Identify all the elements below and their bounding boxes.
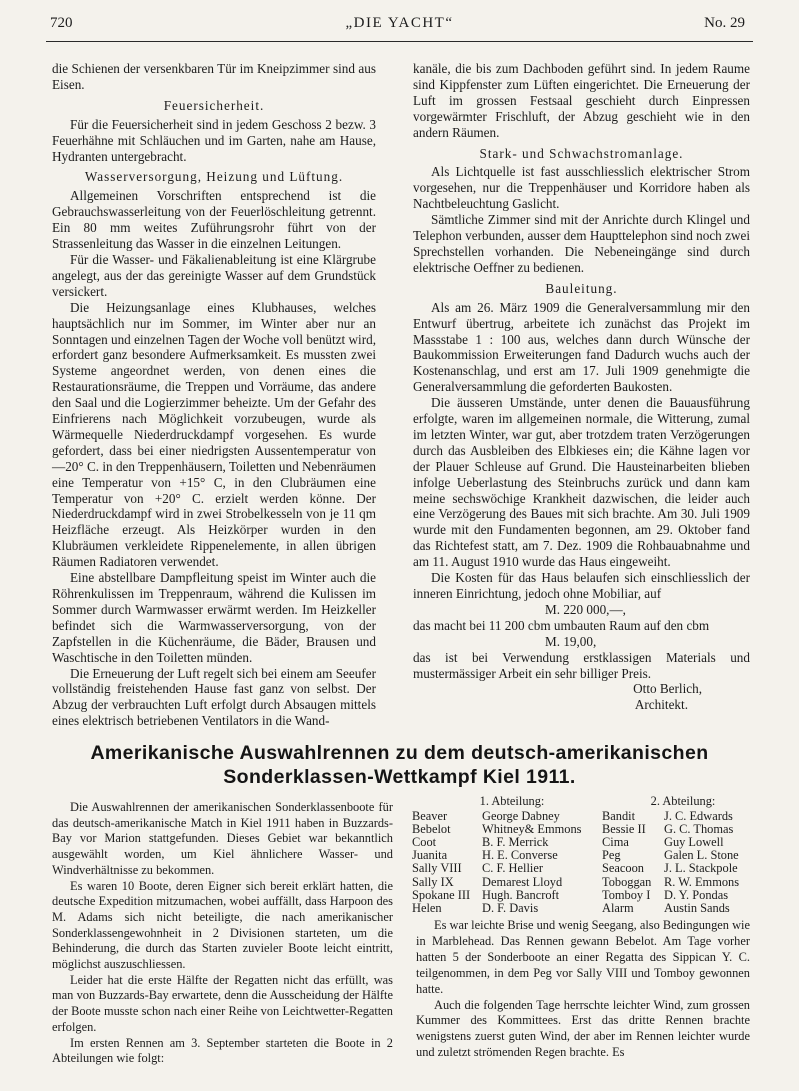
owner-name: Hugh. Bancroft bbox=[482, 887, 560, 902]
article-right-column bbox=[416, 918, 750, 1090]
table-row bbox=[412, 876, 754, 889]
section-heading-starkstrom: Stark- und Schwachstromanlage. bbox=[479, 145, 684, 161]
paragraph: Leider hat die erste Hälfte der Regatten nicht das erfüllt, was man von Buzzards-Bay erwartete, denn die Ausscheidung der Hälfte der Boote musste schon nach einer Reihe von Leichtwetter-Regatten erfolgen. bbox=[52, 972, 393, 1034]
boat-name: Toboggan bbox=[602, 874, 652, 889]
owner-name: Demarest Lloyd bbox=[482, 874, 563, 889]
owner-name: B. F. Merrick bbox=[482, 835, 549, 850]
paragraph: Im ersten Rennen am 3. September starteten die Boote in 2 Abteilungen wie folgt: bbox=[52, 1035, 393, 1066]
section-heading-wasserversorgung: Wasserversorgung, Heizung und Lüftung. bbox=[84, 169, 344, 185]
journal-title: „DIE YACHT“ bbox=[345, 15, 454, 31]
owner-name: Austin Sands bbox=[664, 900, 730, 915]
boat-name: Spokane III bbox=[412, 887, 471, 902]
paragraph: Auch die folgenden Tage herrschte leichter Wind, zum grossen Kummer des Kommittees. Erst das dritte Rennen brachte wenigstens zuerst guten Wind, der aber im Rennen leichter wurde und zuletzt strömenden Regen brachte. Es bbox=[416, 997, 750, 1060]
paragraph: das macht bei 11 200 cbm umbauten Raum auf den cbm bbox=[413, 617, 710, 633]
paragraph: kanäle, die bis zum Dachboden geführt sind. In jedem Raume sind Kippfenster zum Lüften eingerichtet. Die Erneuerung der Luft im grossen Festsaal geschieht durch Einpressen vorgewärmter Frischluft, der Abzug geschieht wie in den andern Räumen. bbox=[413, 61, 750, 140]
boat-name: Beaver bbox=[412, 809, 448, 824]
boat-name: Juanita bbox=[412, 848, 448, 863]
paragraph: Sämtliche Zimmer sind mit der Anrichte durch Klingel und Telephon verbunden, ausser dem Haupttelephon sind noch zwei Sprechstellen vorhanden. Die Nebeneingänge sind durch elektrische Oeffner zu bedienen. bbox=[413, 212, 750, 275]
owner-name: D. F. Davis bbox=[482, 900, 539, 915]
article-left-column bbox=[52, 800, 393, 1090]
boat-name: Sally IX bbox=[412, 874, 454, 889]
paragraph: Als Lichtquelle ist fast ausschliesslich elektrischer Strom vorgesehen, nur die Treppenhäuser und Korridore haben als Nachtbeleuchtung Gaslicht. bbox=[413, 164, 750, 212]
owner-name: R. W. Emmons bbox=[664, 874, 740, 889]
section-heading-bauleitung: Bauleitung. bbox=[545, 280, 618, 296]
paragraph: Eine abstellbare Dampfleitung speist im Winter auch die Röhrenkulissen im Treppenraum, während die Kulissen im Sommer durch Warmwasser erwärmt werden. Im Heizkeller befindet sich die Warmwasserversorgung, von der Zapfstellen in die Küchenräume, die Bäder, Brausen und Waschtische in den Toiletten münden. bbox=[52, 570, 376, 665]
boat-name: Seacoon bbox=[602, 861, 644, 876]
page-header bbox=[46, 15, 753, 37]
boat-name: Tomboy I bbox=[602, 887, 651, 902]
division-2-heading: 2. Abteilung: bbox=[650, 794, 716, 808]
cost-per-cbm: M. 19,00, bbox=[545, 633, 597, 649]
signature-role: Architekt. bbox=[634, 697, 688, 713]
boat-name: Cima bbox=[602, 835, 629, 850]
boat-name: Bebelot bbox=[412, 822, 451, 837]
page-number: 720 bbox=[50, 15, 73, 31]
article-title bbox=[40, 741, 759, 789]
paragraph: das ist bei Verwendung erstklassigen Materials und mustermässiger Arbeit ein sehr billiger Preis. bbox=[413, 649, 750, 681]
paragraph: die Schienen der versenkbaren Tür im Kneipzimmer sind aus Eisen. bbox=[52, 61, 376, 92]
boat-name: Alarm bbox=[602, 900, 634, 915]
division-1-heading: 1. Abteilung: bbox=[479, 794, 545, 808]
paragraph: Es waren 10 Boote, deren Eigner sich bereit erklärt hatten, die deutsche Expedition mitzumachen, wobei auffällt, dass Harpoon des M. Adams sich nicht beteiligte, die nach amerikanischer Sonderklassengewohnheit in 2 Divisionen starteten, um die Behinderung, die durch das Starten zuvieler Boote leicht eintritt, möglichst auszuschliessen. bbox=[52, 878, 393, 972]
boat-name: Coot bbox=[412, 835, 437, 850]
paragraph: Für die Wasser- und Fäkalienableitung ist eine Klärgrube angelegt, aus der das gereinigte Wasser auf dem Grundstück versickert. bbox=[52, 251, 376, 299]
header-rule bbox=[46, 41, 753, 42]
owner-name: Whitney& Emmons bbox=[482, 822, 582, 837]
paragraph: Es war leichte Brise und wenig Seegang, also Bedingungen wie in Marblehead. Das Rennen gewann Bebelot. Am Tage vorher hatten 5 der Sonderboote an einer Regatta des Sippican Y. C. teilgenommen, in dem Peg vor Sally VIII und Tomboy gewonnen hatte. bbox=[416, 918, 750, 996]
paragraph: Als am 26. März 1909 die Generalversammlung mir den Entwurf übertrug, arbeitete ich zunächst das Projekt im Massstabe 1 : 100 aus, welches dann durch Wünsche der Baukommission Erweiterungen fand Dadurch wuchs auch der Kostenanschlag, und erst am 17. Juli 1909 genehmigte die Generalversammlung die geforderten Baukosten. bbox=[413, 299, 750, 395]
paragraph: Die Kosten für das Haus belaufen sich einschliesslich der inneren Einrichtung, jedoch ohne Mobiliar, auf bbox=[413, 570, 750, 601]
table-row bbox=[412, 862, 754, 875]
boat-name: Bandit bbox=[602, 809, 636, 824]
owner-name: Guy Lowell bbox=[664, 835, 724, 850]
owner-name: George Dabney bbox=[482, 809, 560, 824]
owner-name: J. L. Stackpole bbox=[664, 861, 738, 876]
left-column bbox=[52, 61, 376, 729]
paragraph: Die Auswahlrennen der amerikanischen Sonderklassenboote für das deutsch-amerikanische Match in Kiel 1911 haben in Buzzards-Bay vor Marion stattgefunden. Dieses Gebiet war bekanntlich ausgewählt worden, um Kiel ähnlichere Wasser- und Windverhältnisse zu bekommen. bbox=[52, 800, 393, 877]
owner-name: D. Y. Pondas bbox=[664, 887, 729, 902]
race-division-table bbox=[412, 795, 754, 915]
owner-name: G. C. Thomas bbox=[664, 822, 734, 837]
signature-name: Otto Berlich, bbox=[633, 681, 702, 697]
paragraph: Die äusseren Umstände, unter denen die Bauausführung erfolgte, waren im allgemeinen normale, die Witterung, zumal im letzten Winter, war gut, aber trotzdem traten Verzögerungen durch das Ausbleiben des Elbkieses ein; die Kähne lagen vor der Plauer Schleuse auf Grund. Die Hausteinarbeiten blieben infolge Ueberlastung des Steinbruchs zurück und dann kam meine sechswöchige Krankheit dazwischen, die leider auch eine Verzögerung des Baues mit sich brachte. Am 30. Juli 1909 wurde mit den Fundamenten begonnen, am 29. Oktober fand das Richtefest statt, am 7. Dez. 1909 die Rohbauabnahme und am 11. August 1910 wurde das Haus eingeweiht. bbox=[413, 395, 750, 570]
boat-name: Bessie II bbox=[602, 822, 646, 837]
owner-name: H. E. Converse bbox=[482, 848, 558, 863]
article-title-line: Amerikanische Auswahlrennen zu dem deutsch-amerikanischen bbox=[90, 742, 709, 764]
table-row bbox=[412, 889, 754, 902]
owner-name: J. C. Edwards bbox=[664, 809, 733, 824]
article-title-line: Sonderklassen-Wettkampf Kiel 1911. bbox=[223, 766, 576, 788]
owner-name: Galen L. Stone bbox=[664, 848, 739, 863]
paragraph: Die Heizungsanlage eines Klubhauses, welches hauptsächlich nur im Sommer, im Winter aber nur an Sonntagen und einzelnen Tagen der Woche voll benützt wird, erfordert ganz besondere Aufmerksamkeit. Es mussten zwei Systeme angeordnet werden, von denen eines die Restaurationsräume, die Treppen und Vorräume, das andere den Saal und die Logierzimmer beheizte. Um der Gefahr des Einfrierens nach Möglichkeit vorzubeugen, wurde als Wärmequelle Niederdruckdampf vorgesehen. Es wurde gefordert, dass bei einer niedrigsten Aussentemperatur von —20° C. in den Treppenhäusern, Toiletten und Nebenräumen eine Temperatur von +15° C, in den Clubräumen eine Temperatur von +20° C. erzielt werden könne. Der Niederdruckdampf wird in zwei Strobelkesseln von je 11 qm Heizfläche erzeugt. Als Heizkörper wurden in den Klubräumen verkleidete Rippenelemente, in allen übrigen Räumen Radiatoren verwendet. bbox=[52, 299, 376, 570]
boat-name: Sally VIII bbox=[412, 861, 462, 876]
cost-amount: M. 220 000,—, bbox=[545, 601, 626, 617]
boat-name: Peg bbox=[602, 848, 621, 863]
boat-name: Helen bbox=[412, 900, 442, 915]
paragraph: Die Erneuerung der Luft regelt sich bei einem am Seeufer vollständig freistehenden Hause fast ganz von selbst. Der Abzug der verbrauchten Luft erfolgt durch Absaugen mittels eines elektrisch betriebenen Ventilators in die Wand- bbox=[52, 665, 376, 729]
table-row bbox=[412, 902, 754, 915]
section-heading-feuersicherheit: Feuersicherheit. bbox=[163, 97, 265, 113]
right-column bbox=[413, 61, 750, 711]
paragraph: Für die Feuersicherheit sind in jedem Geschoss 2 bezw. 3 Feuerhähne mit Schläuchen und im Garten, nahe am Hause, Hydranten untergebracht. bbox=[52, 116, 376, 164]
issue-number: No. 29 bbox=[704, 15, 745, 31]
owner-name: C. F. Hellier bbox=[482, 861, 543, 876]
paragraph: Allgemeinen Vorschriften entsprechend ist die Gebrauchswasserleitung von der Feuerlöschleitung getrennt. Ein 80 mm weites Zuführungsrohr führt von der Strassenleitung das Wasser in die einzelnen Leitungen. bbox=[52, 188, 376, 252]
